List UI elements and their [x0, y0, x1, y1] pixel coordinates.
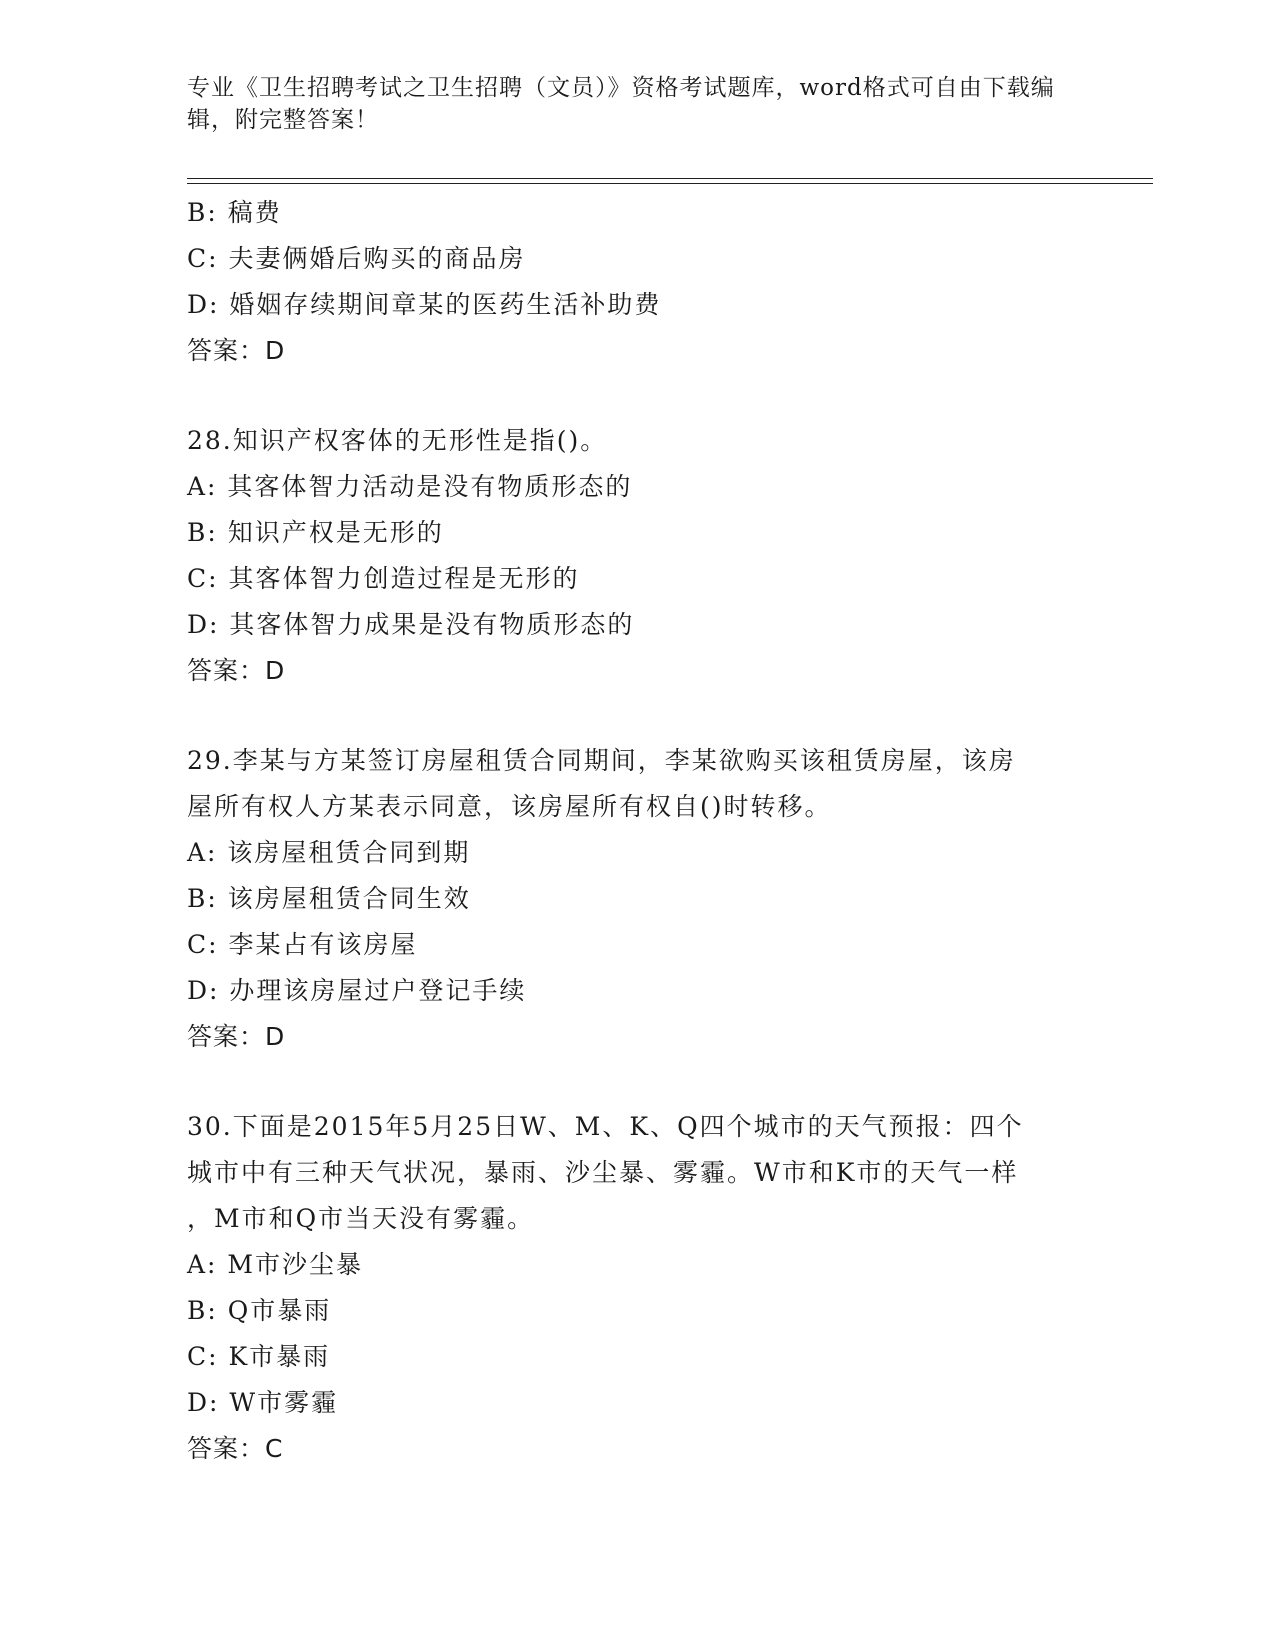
- question-stem-line: 屋所有权人方某表示同意，该房屋所有权自()时转移。: [187, 792, 832, 821]
- option-b: B: 知识产权是无形的: [187, 518, 444, 547]
- question-stem-line: 城市中有三种天气状况，暴雨、沙尘暴、雾霾。W市和K市的天气一样: [187, 1158, 1019, 1187]
- question-stem: 28.知识产权客体的无形性是指()。: [187, 426, 608, 455]
- header-divider-top: [187, 178, 1153, 179]
- option-c: C: 其客体智力创造过程是无形的: [187, 564, 580, 593]
- option-d: D: 其客体智力成果是没有物质形态的: [187, 610, 635, 639]
- question-stem-line: 29.李某与方某签订房屋租赁合同期间，李某欲购买该租赁房屋，该房: [187, 746, 1016, 775]
- question-stem-line: ，M市和Q市当天没有雾霾。: [187, 1204, 535, 1233]
- question-list: [187, 190, 1087, 1472]
- answer-line: 答案：D: [187, 336, 286, 365]
- document-header: 专业《卫生招聘考试之卫生招聘（文员）》资格考试题库，word格式可自由下载编辑，附完整答案！: [187, 75, 1055, 133]
- answer-line: 答案：D: [187, 1022, 286, 1051]
- option-a: A: M市沙尘暴: [187, 1250, 364, 1279]
- option-b: B: 该房屋租赁合同生效: [187, 884, 471, 913]
- question-stem-line: 30.下面是2015年5月25日W、M、K、Q四个城市的天气预报：四个: [187, 1112, 1024, 1141]
- option-d: D: 婚姻存续期间章某的医药生活补助费: [187, 290, 662, 319]
- option-b: B: 稿费: [187, 198, 282, 227]
- question-28: [187, 418, 1087, 694]
- answer-line: 答案：C: [187, 1434, 284, 1463]
- header-divider-bottom: [187, 183, 1153, 184]
- question-30: [187, 1104, 1087, 1472]
- question-29: [187, 738, 1087, 1060]
- option-c: C: 夫妻俩婚后购买的商品房: [187, 244, 526, 273]
- option-b: B: Q市暴雨: [187, 1296, 332, 1325]
- option-d: D: W市雾霾: [187, 1388, 339, 1417]
- option-c: C: 李某占有该房屋: [187, 930, 418, 959]
- answer-line: 答案：D: [187, 656, 286, 685]
- option-d: D: 办理该房屋过户登记手续: [187, 976, 527, 1005]
- option-a: A: 该房屋租赁合同到期: [187, 838, 471, 867]
- question-27-continued: [187, 190, 1087, 374]
- option-a: A: 其客体智力活动是没有物质形态的: [187, 472, 633, 501]
- option-c: C: K市暴雨: [187, 1342, 331, 1371]
